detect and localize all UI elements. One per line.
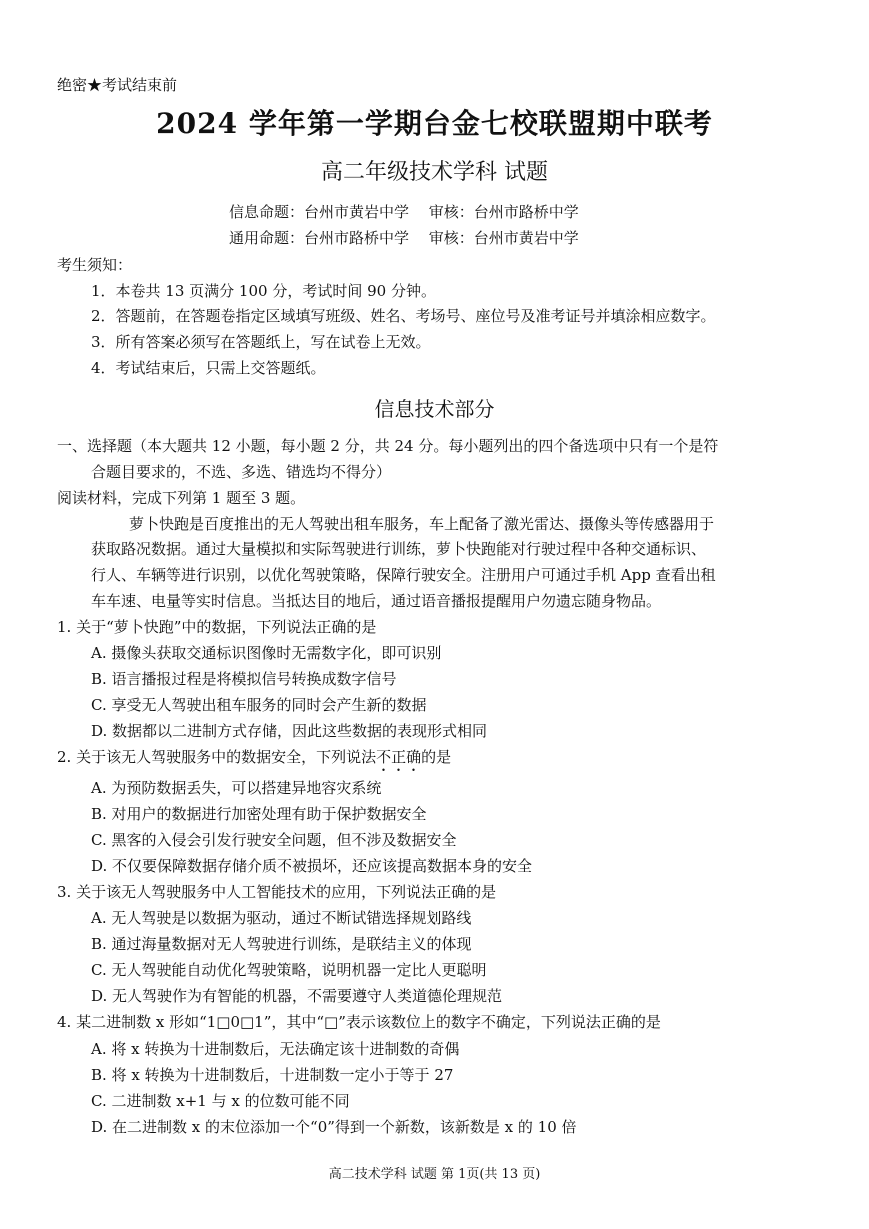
question-3-option-a: A. 无人驾驶是以数据为驱动，通过不断试错选择规划路线 [91,909,472,927]
question-3-option-d: D. 无人驾驶作为有智能的机器，不需要遵守人类道德伦理规范 [91,987,503,1005]
question-3-stem: 3. 关于该无人驾驶服务中人工智能技术的应用，下列说法正确的是 [57,883,497,901]
question-4-stem: 4. 某二进制数 x 形如“1□0□1”，其中“□”表示该数位上的数字不确定，下列说法正确的是 [57,1013,661,1031]
passage-line: 行人、车辆等进行识别，以优化驾驶策略，保障行驶安全。注册用户可通过手机 App 查看出租 [91,566,716,584]
page-footer: 高二技术学科 试题 第 1页(共 13 页) [328,1167,541,1182]
secret-label: 绝密★考试结束前 [57,76,178,94]
credit-general-line: 通用命题：台州市路桥中学 审核：台州市黄岩中学 [229,229,579,247]
question-2-stem-part1: 2. 关于该无人驾驶服务中的数据安全，下列说法 [57,748,377,766]
question-2-emphasis: 不正确 [376,748,422,766]
question-1-option-c: C. 享受无人驾驶出租车服务的同时会产生新的数据 [91,696,427,714]
question-1-option-b: B. 语言播报过程是将模拟信号转换成数字信号 [91,670,397,688]
notice-heading: 考生须知： [57,256,133,274]
question-1-stem: 1. 关于“萝卜快跑”中的数据，下列说法正确的是 [57,618,377,636]
part-instructions-line2: 合题目要求的，不选、多选、错选均不得分） [91,463,392,481]
question-2-option-b: B. 对用户的数据进行加密处理有助于保护数据安全 [91,805,427,823]
question-3-option-c: C. 无人驾驶能自动优化驾驶策略，说明机器一定比人更聪明 [91,961,487,979]
question-2-stem [57,746,451,775]
exam-title: 2024 学年第一学期台金七校联盟期中联考 [156,107,713,140]
credit-info-line: 信息命题：台州市黄岩中学 审核：台州市路桥中学 [229,203,579,221]
question-2-option-a: A. 为预防数据丢失，可以搭建异地容灾系统 [91,779,382,797]
question-1-option-a: A. 摄像头获取交通标识图像时无需数字化，即可识别 [91,644,442,662]
question-3-option-b: B. 通过海量数据对无人驾驶进行训练，是联结主义的体现 [91,935,472,953]
passage-line: 获取路况数据。通过大量模拟和实际驾驶进行训练，萝卜快跑能对行驶过程中各种交通标识、 [91,540,707,558]
passage-line: 车车速、电量等实时信息。当抵达目的地后，通过语音播报提醒用户勿遗忘随身物品。 [91,592,662,610]
question-4-option-d: D. 在二进制数 x 的末位添加一个“0”得到一个新数，该新数是 x 的 10 倍 [91,1118,577,1136]
question-2-option-d: D. 不仅要保障数据存储介质不被损坏，还应该提高数据本身的安全 [91,857,533,875]
question-2-stem-part2: 的是 [421,748,452,766]
question-1-option-d: D. 数据都以二进制方式存储，因此这些数据的表现形式相同 [91,722,488,740]
exam-subtitle: 高二年级技术学科 试题 [321,160,548,185]
notice-item: 3．所有答案必须写在答题纸上，写在试卷上无效。 [91,333,431,351]
question-4-option-a: A. 将 x 转换为十进制数后，无法确定该十进制数的奇偶 [91,1040,460,1058]
question-2-option-c: C. 黑客的入侵会引发行驶安全问题，但不涉及数据安全 [91,831,457,849]
notice-item: 1．本卷共 13 页满分 100 分，考试时间 90 分钟。 [91,282,436,300]
section-title: 信息技术部分 [374,397,495,421]
reading-instruction: 阅读材料，完成下列第 1 题至 3 题。 [57,489,306,507]
notice-item: 2．答题前，在答题卷指定区域填写班级、姓名、考场号、座位号及准考证号并填涂相应数字。 [91,307,716,325]
question-4-option-c: C. 二进制数 x+1 与 x 的位数可能不同 [91,1092,350,1110]
part-instructions-line1: 一、选择题（本大题共 12 小题，每小题 2 分，共 24 分。每小题列出的四个备选项中只有一个是符 [57,437,719,455]
question-4-option-b: B. 将 x 转换为十进制数后，十进制数一定小于等于 27 [91,1066,454,1084]
notice-item: 4．考试结束后，只需上交答题纸。 [91,359,326,377]
passage-line: 萝卜快跑是百度推出的无人驾驶出租车服务，车上配备了激光雷达、摄像头等传感器用于 [129,515,715,533]
